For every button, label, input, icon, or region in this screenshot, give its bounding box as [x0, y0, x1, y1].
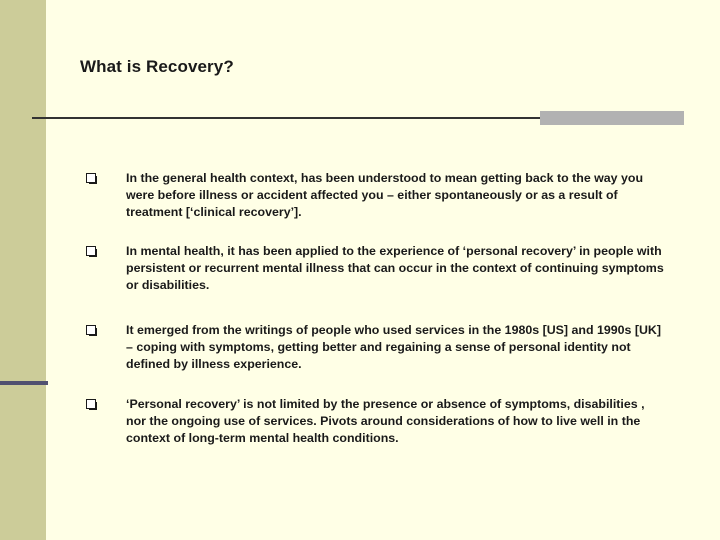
divider-accent-block [540, 111, 684, 125]
slide-title: What is Recovery? [80, 57, 234, 76]
bullet-text: In the general health context, has been understood to mean getting back to the way you were before illness or accident affected you – either spontaneously or as a result of treatment [‘clinical recovery’]. [126, 171, 644, 219]
bullet-text: It emerged from the writings of people who used services in the 1980s [US] and 1990s [UK] – coping with symptoms, getting better and regaining a sense of personal identity not defined by illness experience. [126, 323, 661, 371]
checkbox-bullet-icon [86, 246, 97, 257]
side-accent-bar [0, 381, 48, 385]
checkbox-bullet-icon [86, 325, 97, 336]
side-band [0, 0, 46, 540]
bullet-text: ‘Personal recovery’ is not limited by the presence or absence of symptoms, disabilities , nor the ongoing use of services. Pivots around considerations of how to live well in the context of long-term mental health conditions. [126, 397, 645, 445]
bullet-text: In mental health, it has been applied to the experience of ‘personal recovery’ in people with persistent or recurrent mental illness that can occur in the context of continuing symptoms or disabilities. [126, 244, 664, 292]
checkbox-bullet-icon [86, 399, 97, 410]
checkbox-bullet-icon [86, 173, 97, 184]
